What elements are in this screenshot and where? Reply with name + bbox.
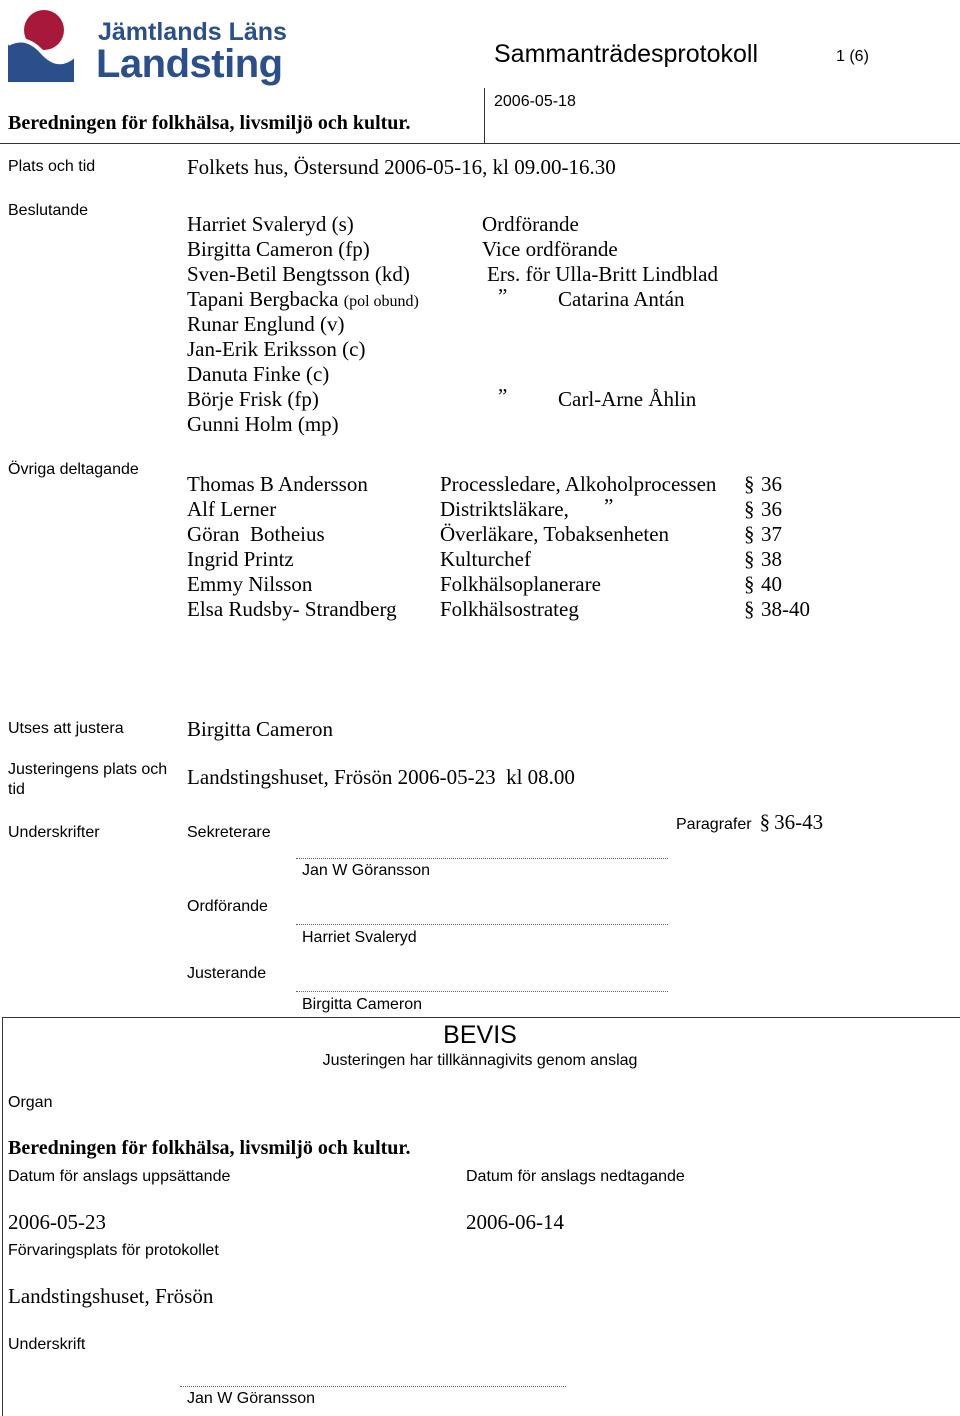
section-sign-icon: §	[744, 597, 755, 621]
member-name	[187, 287, 419, 312]
signatures-label: Underskrifter	[8, 824, 100, 841]
member-role: Vice ordförande	[482, 237, 618, 261]
header-vertical-rule	[484, 88, 485, 144]
header-divider	[0, 143, 960, 144]
adjuster-sign-label: Justerande	[187, 965, 267, 982]
adjuster-label: Utses att justera	[8, 720, 124, 737]
place-time-value: Folkets hus, Östersund 2006-05-16, kl 09.00-16.30	[187, 155, 616, 179]
participant-title: Distriktsläkare,	[440, 497, 569, 521]
adjuster-value: Birgitta Cameron	[187, 717, 334, 741]
storage-value: Landstingshuset, Frösön	[8, 1284, 214, 1308]
logo	[6, 4, 287, 90]
chair-name: Harriet Svaleryd	[302, 929, 417, 946]
adjust-place-label-2: tid	[8, 781, 25, 798]
paragraphs-label: Paragrafer	[676, 816, 752, 833]
signature-line-secretary	[296, 858, 668, 859]
participant-title: Överläkare, Tobaksenheten	[440, 522, 670, 546]
document-date: 2006-05-18	[494, 93, 576, 110]
section-sign-icon: §	[744, 522, 755, 546]
member-name: Börje Frisk (fp)	[187, 387, 319, 411]
ditto-mark: ”	[604, 494, 614, 518]
adjust-place-label-1: Justeringens plats och	[8, 761, 168, 778]
participant-name: Elsa Rudsby- Strandberg	[187, 597, 397, 621]
posted-date-value: 2006-05-23	[8, 1210, 106, 1234]
section-sign-icon: §	[744, 472, 755, 496]
member-name: Runar Englund (v)	[187, 312, 345, 336]
place-time-label: Plats och tid	[8, 158, 96, 175]
section-sign-icon: §	[759, 810, 771, 834]
section-sign-icon: §	[744, 572, 755, 596]
member-name: Gunni Holm (mp)	[187, 412, 339, 436]
posted-date-label: Datum för anslags uppsättande	[8, 1168, 231, 1185]
member-name: Birgitta Cameron (fp)	[187, 237, 370, 261]
paragraphs-value: 36-43	[774, 810, 824, 834]
logo-line-2: Landsting	[96, 42, 283, 86]
participant-title: Processledare, Alkoholprocessen	[440, 472, 717, 496]
member-role: Ordförande	[482, 212, 579, 236]
participant-paragraph: 38-40	[761, 597, 810, 621]
participant-paragraph: 36	[761, 497, 782, 521]
committee-name: Beredningen för folkhälsa, livsmiljö och kultur.	[8, 112, 411, 134]
participant-title: Kulturchef	[440, 547, 531, 571]
storage-label: Förvaringsplats för protokollet	[8, 1242, 219, 1259]
logo-emblem-icon	[6, 4, 76, 84]
ditto-mark: ”	[498, 384, 508, 408]
signature-line-chair	[296, 924, 668, 925]
signature-name: Jan W Göransson	[187, 1390, 316, 1407]
logo-line-1: Jämtlands Läns	[98, 18, 287, 46]
member-name: Harriet Svaleryd (s)	[187, 212, 354, 236]
other-participants-label: Övriga deltagande	[8, 461, 139, 478]
participant-name: Göran Botheius	[187, 522, 325, 546]
page-number: 1 (6)	[836, 48, 869, 65]
section-sign-icon: §	[744, 547, 755, 571]
participant-paragraph: 37	[761, 522, 782, 546]
participant-name: Ingrid Printz	[187, 547, 294, 571]
participant-name: Thomas B Andersson	[187, 472, 368, 496]
adjust-place-value: Landstingshuset, Frösön 2006-05-23 kl 08.00	[187, 765, 575, 789]
signature-label: Underskrift	[8, 1336, 86, 1353]
organ-value: Beredningen för folkhälsa, livsmiljö och kultur.	[8, 1137, 411, 1159]
participant-paragraph: 38	[761, 547, 782, 571]
member-name: Danuta Finke (c)	[187, 362, 330, 386]
participant-title: Folkhälsoplanerare	[440, 572, 601, 596]
certificate-title: BEVIS	[443, 1021, 517, 1049]
decision-makers-label: Beslutande	[8, 202, 89, 219]
participant-paragraph: 40	[761, 572, 782, 596]
member-role: Ers. för Ulla-Britt Lindblad	[487, 262, 718, 286]
chair-label: Ordförande	[187, 898, 268, 915]
member-role: Catarina Antán	[558, 287, 685, 311]
participant-title: Folkhälsostrateg	[440, 597, 579, 621]
section-sign-icon: §	[744, 497, 755, 521]
participant-paragraph: 36	[761, 472, 782, 496]
member-role: Carl-Arne Åhlin	[558, 387, 697, 411]
secretary-name: Jan W Göransson	[302, 862, 431, 879]
member-name: Sven-Betil Bengtsson (kd)	[187, 262, 410, 286]
certificate-left-border	[2, 1017, 3, 1416]
document-type: Sammanträdesprotokoll	[494, 40, 759, 68]
organ-label: Organ	[8, 1094, 53, 1111]
member-name: Jan-Erik Eriksson (c)	[187, 337, 366, 361]
participant-name: Alf Lerner	[187, 497, 277, 521]
removed-date-value: 2006-06-14	[466, 1210, 564, 1234]
member-name-note: (pol obund)	[343, 293, 419, 310]
participant-name: Emmy Nilsson	[187, 572, 313, 596]
signature-line-adjuster	[296, 991, 668, 992]
secretary-label: Sekreterare	[187, 824, 271, 841]
removed-date-label: Datum för anslags nedtagande	[466, 1168, 685, 1185]
ditto-mark: ”	[498, 284, 508, 308]
certificate-subtitle: Justeringen har tillkännagivits genom anslag	[322, 1052, 638, 1069]
adjuster-sign-name: Birgitta Cameron	[302, 996, 423, 1013]
member-name-text: Tapani Bergbacka	[187, 287, 339, 311]
paragraphs	[676, 810, 823, 835]
signature-line-certificate	[180, 1386, 566, 1387]
certificate-top-border	[2, 1017, 960, 1018]
